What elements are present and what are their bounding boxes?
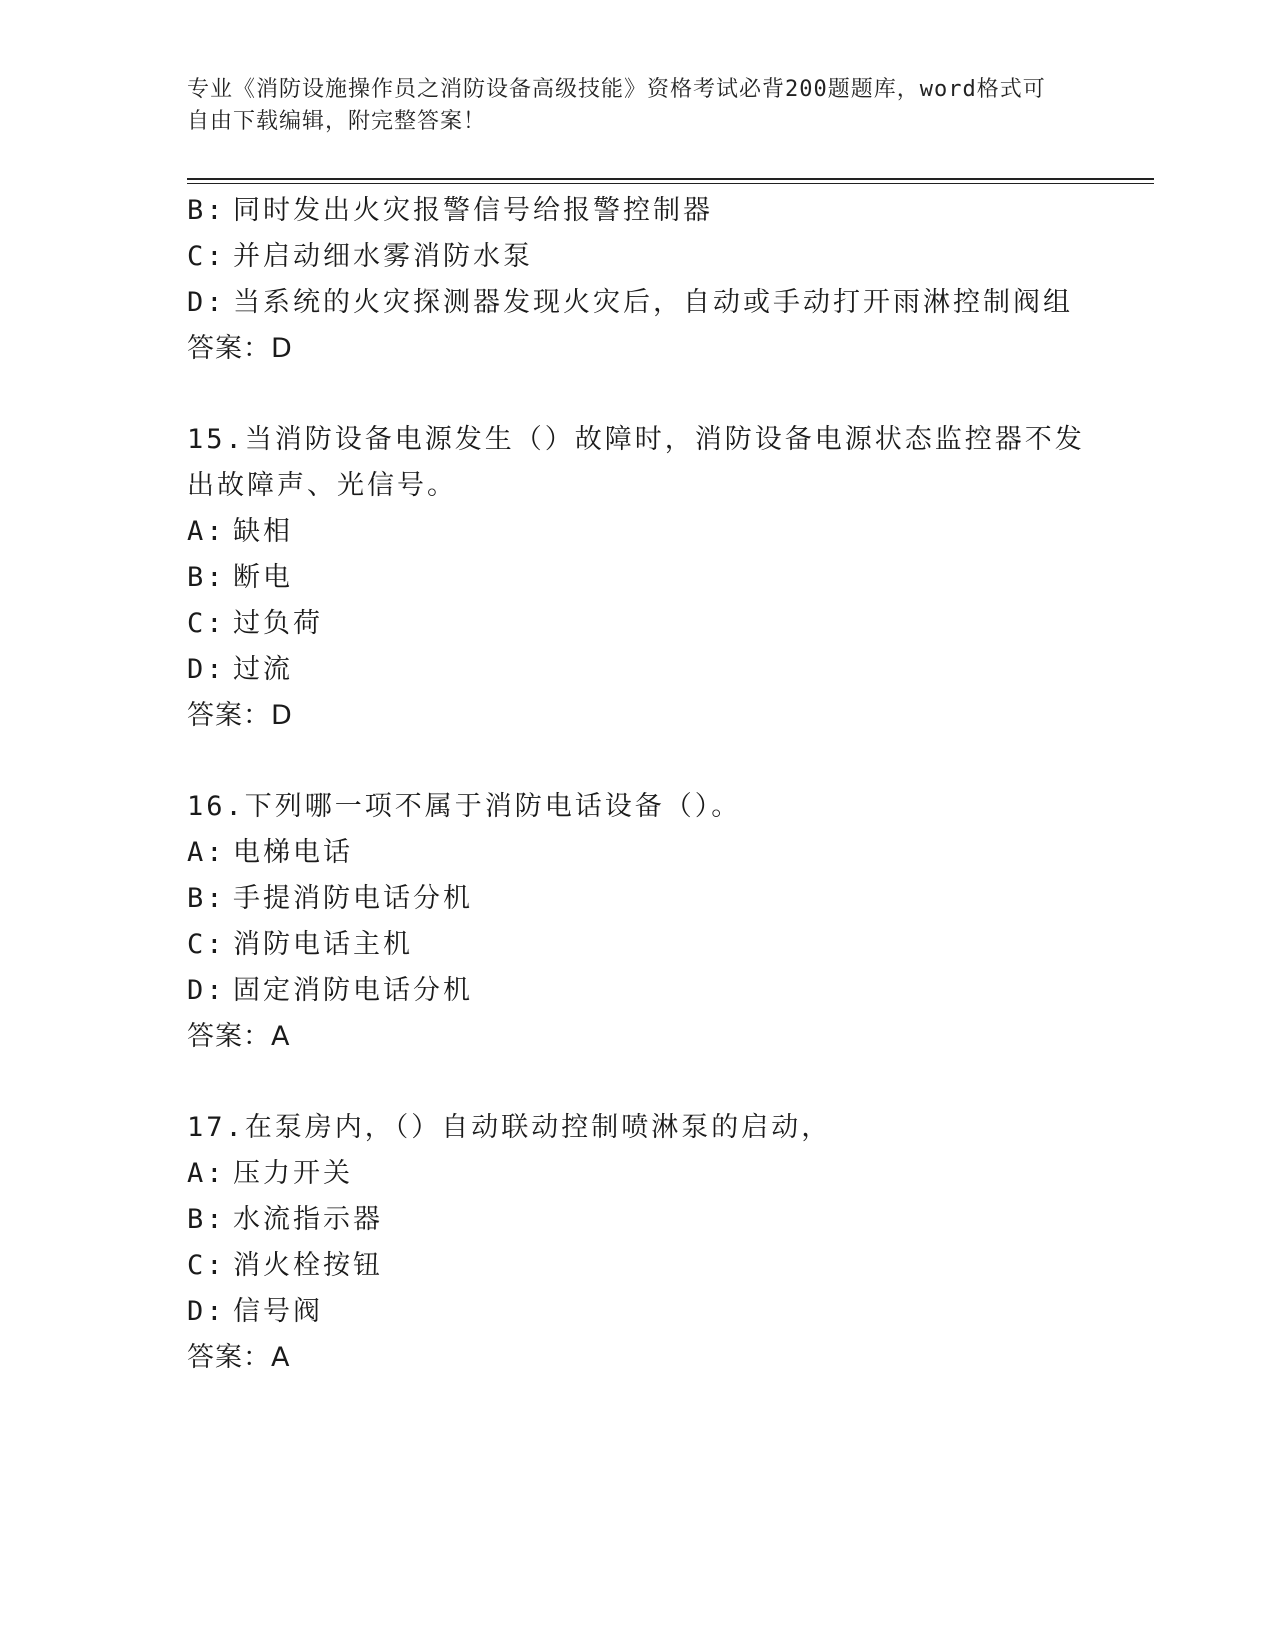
option-text: 缺相: [233, 516, 293, 547]
option-d: [187, 647, 1087, 693]
option-a: [187, 509, 1087, 555]
question-15: [187, 417, 1087, 739]
option-b: [187, 188, 1087, 234]
option-text: 消防电话主机: [233, 929, 413, 960]
option-text: 手提消防电话分机: [233, 883, 473, 914]
option-key: B:: [187, 1204, 226, 1235]
answer: 答案：D: [187, 333, 293, 364]
option-b: [187, 876, 1087, 922]
option-key: A:: [187, 837, 226, 868]
option-text: 信号阀: [233, 1296, 323, 1327]
header-divider-thin: [187, 183, 1154, 184]
question-17: [187, 1105, 1087, 1381]
option-text: 过负荷: [233, 608, 323, 639]
option-text: 并启动细水雾消防水泵: [233, 241, 533, 272]
option-text: 当系统的火灾探测器发现火灾后，自动或手动打开雨淋控制阀组: [233, 287, 1073, 318]
option-key: B:: [187, 195, 226, 226]
question-14-continued: [187, 188, 1087, 372]
header-divider-thick: [187, 178, 1154, 180]
option-key: B:: [187, 883, 226, 914]
option-text: 固定消防电话分机: [233, 975, 473, 1006]
option-c: [187, 234, 1087, 280]
option-c: [187, 601, 1087, 647]
option-text: 同时发出火灾报警信号给报警控制器: [233, 195, 713, 226]
option-a: [187, 1151, 1087, 1197]
document-header: 专业《消防设施操作员之消防设备高级技能》资格考试必背200题题库，word格式可自由下载编辑，附完整答案！: [187, 77, 1046, 134]
option-key: A:: [187, 516, 226, 547]
option-key: A:: [187, 1158, 226, 1189]
option-key: D:: [187, 287, 226, 318]
option-text: 过流: [233, 654, 293, 685]
option-key: C:: [187, 929, 226, 960]
option-d: [187, 968, 1087, 1014]
answer: 答案：A: [187, 1021, 291, 1052]
question-stem: 17.在泵房内，（）自动联动控制喷淋泵的启动，: [187, 1112, 832, 1143]
option-key: C:: [187, 1250, 226, 1281]
option-d: [187, 1289, 1087, 1335]
option-key: C:: [187, 608, 226, 639]
answer: 答案：A: [187, 1342, 291, 1373]
option-text: 消火栓按钮: [233, 1250, 383, 1281]
option-d: [187, 280, 1087, 326]
option-a: [187, 830, 1087, 876]
option-b: [187, 1197, 1087, 1243]
option-text: 水流指示器: [233, 1204, 383, 1235]
option-text: 断电: [233, 562, 293, 593]
option-key: B:: [187, 562, 226, 593]
question-16: [187, 784, 1087, 1060]
option-b: [187, 555, 1087, 601]
option-key: D:: [187, 654, 226, 685]
option-key: C:: [187, 241, 226, 272]
option-key: D:: [187, 1296, 226, 1327]
answer: 答案：D: [187, 700, 293, 731]
option-key: D:: [187, 975, 226, 1006]
question-stem: 15.当消防设备电源发生（）故障时，消防设备电源状态监控器不发出故障声、光信号。: [187, 424, 1085, 501]
option-text: 电梯电话: [233, 837, 353, 868]
question-stem: 16.下列哪一项不属于消防电话设备（）。: [187, 791, 742, 822]
question-list: [187, 188, 1087, 1381]
option-c: [187, 922, 1087, 968]
option-c: [187, 1243, 1087, 1289]
option-text: 压力开关: [233, 1158, 353, 1189]
